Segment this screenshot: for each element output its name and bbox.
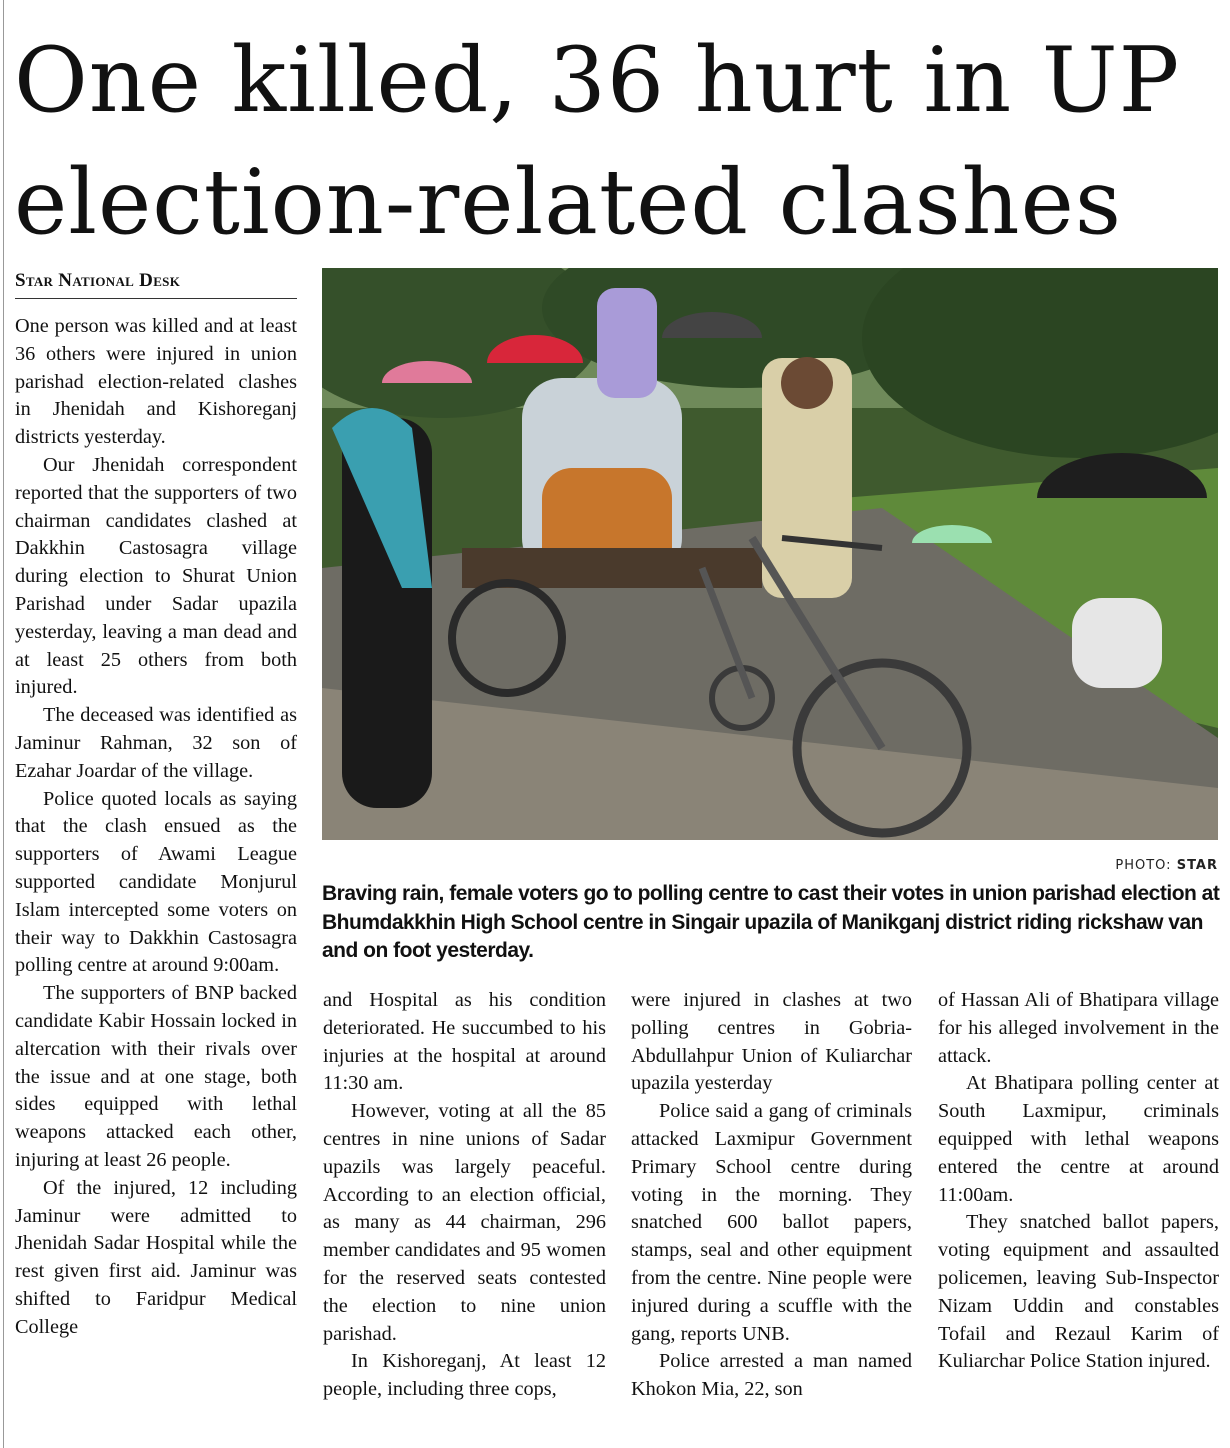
photo-credit: [1115, 858, 1218, 873]
paragraph: were injured in clashes at two polling centres in Gobria-Abdullahpur Union of Kuliarchar upazila yesterday: [631, 989, 912, 1095]
paragraph: At Bhatipara polling center at South Laxmipur, criminals equipped with lethal weapons entered the centre at around 11:00am.: [938, 1072, 1219, 1206]
paragraph: of Hassan Ali of Bhatipara village for his alleged involvement in the attack.: [938, 989, 1219, 1067]
paragraph: Police quoted locals as saying that the clash ensued as the supporters of Awami League supported candidate Monjurul Islam intercepted some voters on their way to Dakkhin Castosagra polling centre at around 9:00am.: [15, 787, 297, 977]
paragraph: Police arrested a man named Khokon Mia, 22, son: [631, 1350, 912, 1401]
paragraph: The deceased was identified as Jaminur Rahman, 32 son of Ezahar Joardar of the village.: [15, 704, 297, 782]
byline: Star National Desk: [15, 270, 297, 299]
article-column-2: [323, 987, 606, 1404]
paragraph: and Hospital as his condition deteriorated. He succumbed to his injuries at the hospital at around 11:30 am.: [323, 989, 606, 1095]
photo-credit-source: STAR: [1176, 858, 1218, 873]
photo-caption: Braving rain, female voters go to polling centre to cast their votes in union parishad election at Bhumdakkhin High School centre in Singair upazila of Manikganj district riding rickshaw van and on foot yesterday.: [322, 882, 1220, 962]
paragraph: The supporters of BNP backed candidate Kabir Hossain locked in altercation with their rivals over the issue and at one stage, both sides equipped with lethal weapons attacked each other, injuring at least 26 people.: [15, 982, 297, 1171]
page-edge-rule: [3, 0, 4, 1448]
news-photo: [322, 268, 1218, 840]
paragraph: Police said a gang of criminals attacked Laxmipur Government Primary School centre during voting in the morning. They snatched 600 ballot papers, stamps, seal and other equipment from the centre. Nine people were injured during a scuffle with the gang, reports UNB.: [631, 1100, 912, 1345]
headline-line-2: election-related clashes: [14, 150, 1123, 255]
article-column-3: [631, 987, 912, 1404]
photo-credit-label: PHOTO:: [1115, 858, 1177, 873]
article-column-1: [15, 313, 297, 1341]
photo-illustration: [322, 268, 1218, 840]
article-column-4: [938, 987, 1219, 1376]
paragraph: They snatched ballot papers, voting equipment and assaulted policemen, leaving Sub-Inspector Nizam Uddin and constables Tofail and Rezaul Karim of Kuliarchar Police Station injured.: [938, 1211, 1219, 1373]
paragraph: However, voting at all the 85 centres in nine unions of Sadar upazils was largely peaceful. According to an election official, as many as 44 chairman, 296 member candidates and 95 women for the reserved seats contested the election to nine union parishad.: [323, 1100, 606, 1345]
paragraph: One person was killed and at least 36 others were injured in union parishad election-related clashes in Jhenidah and Kishoreganj districts yesterday.: [15, 315, 297, 449]
headline-line-1: One killed, 36 hurt in UP: [14, 28, 1181, 133]
paragraph: Our Jhenidah correspondent reported that the supporters of two chairman candidates clashed at Dakkhin Castosagra village during election to Shurat Union Parishad under Sadar upazila yesterday, leaving a man dead and at least 25 others from both injured.: [15, 453, 297, 699]
headline: [14, 20, 1224, 264]
paragraph: Of the injured, 12 including Jaminur were admitted to Jhenidah Sadar Hospital while the rest given first aid. Jaminur was shifted to Faridpur Medical College: [15, 1176, 297, 1338]
paragraph: In Kishoreganj, At least 12 people, including three cops,: [323, 1350, 606, 1401]
